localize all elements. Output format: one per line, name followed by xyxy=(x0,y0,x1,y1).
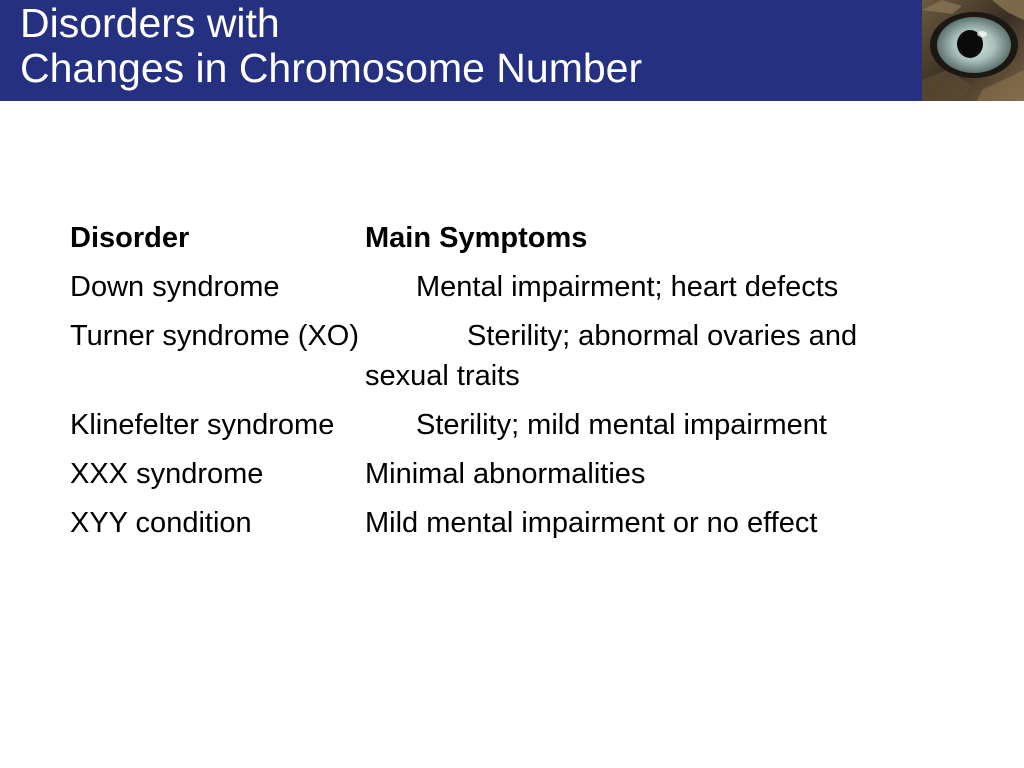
disorder-cell: Turner syndrome (XO) xyxy=(70,320,359,352)
disorder-table xyxy=(70,218,970,552)
eye-photo xyxy=(922,0,1024,101)
disorder-cell: Down syndrome xyxy=(70,271,280,303)
table-row xyxy=(70,405,970,445)
disorder-cell: XXX syndrome xyxy=(70,458,264,490)
eye-icon xyxy=(922,0,1024,101)
disorder-cell: XYY condition xyxy=(70,507,252,539)
table-row xyxy=(70,503,970,543)
table-header-row xyxy=(70,218,970,258)
symptoms-cell: Mental impairment; heart defects xyxy=(416,271,839,303)
title-bar xyxy=(0,0,922,101)
symptoms-cell: Mild mental impairment or no effect xyxy=(365,507,818,539)
table-row xyxy=(70,316,970,396)
slide-title-line-2: Changes in Chromosome Number xyxy=(20,45,643,91)
symptoms-cell: Sterility; mild mental impairment xyxy=(416,409,827,441)
slide-title-line-1: Disorders with xyxy=(20,0,280,46)
disorder-cell: Klinefelter syndrome xyxy=(70,409,335,441)
table-row xyxy=(70,454,970,494)
symptoms-cell-continued: sexual traits xyxy=(365,360,520,392)
table-row xyxy=(70,267,970,307)
slide-title xyxy=(20,1,642,91)
header-disorder: Disorder xyxy=(70,222,190,254)
header-main-symptoms: Main Symptoms xyxy=(365,222,588,254)
symptoms-cell: Sterility; abnormal ovaries and xyxy=(467,320,858,352)
symptoms-cell: Minimal abnormalities xyxy=(365,458,646,490)
